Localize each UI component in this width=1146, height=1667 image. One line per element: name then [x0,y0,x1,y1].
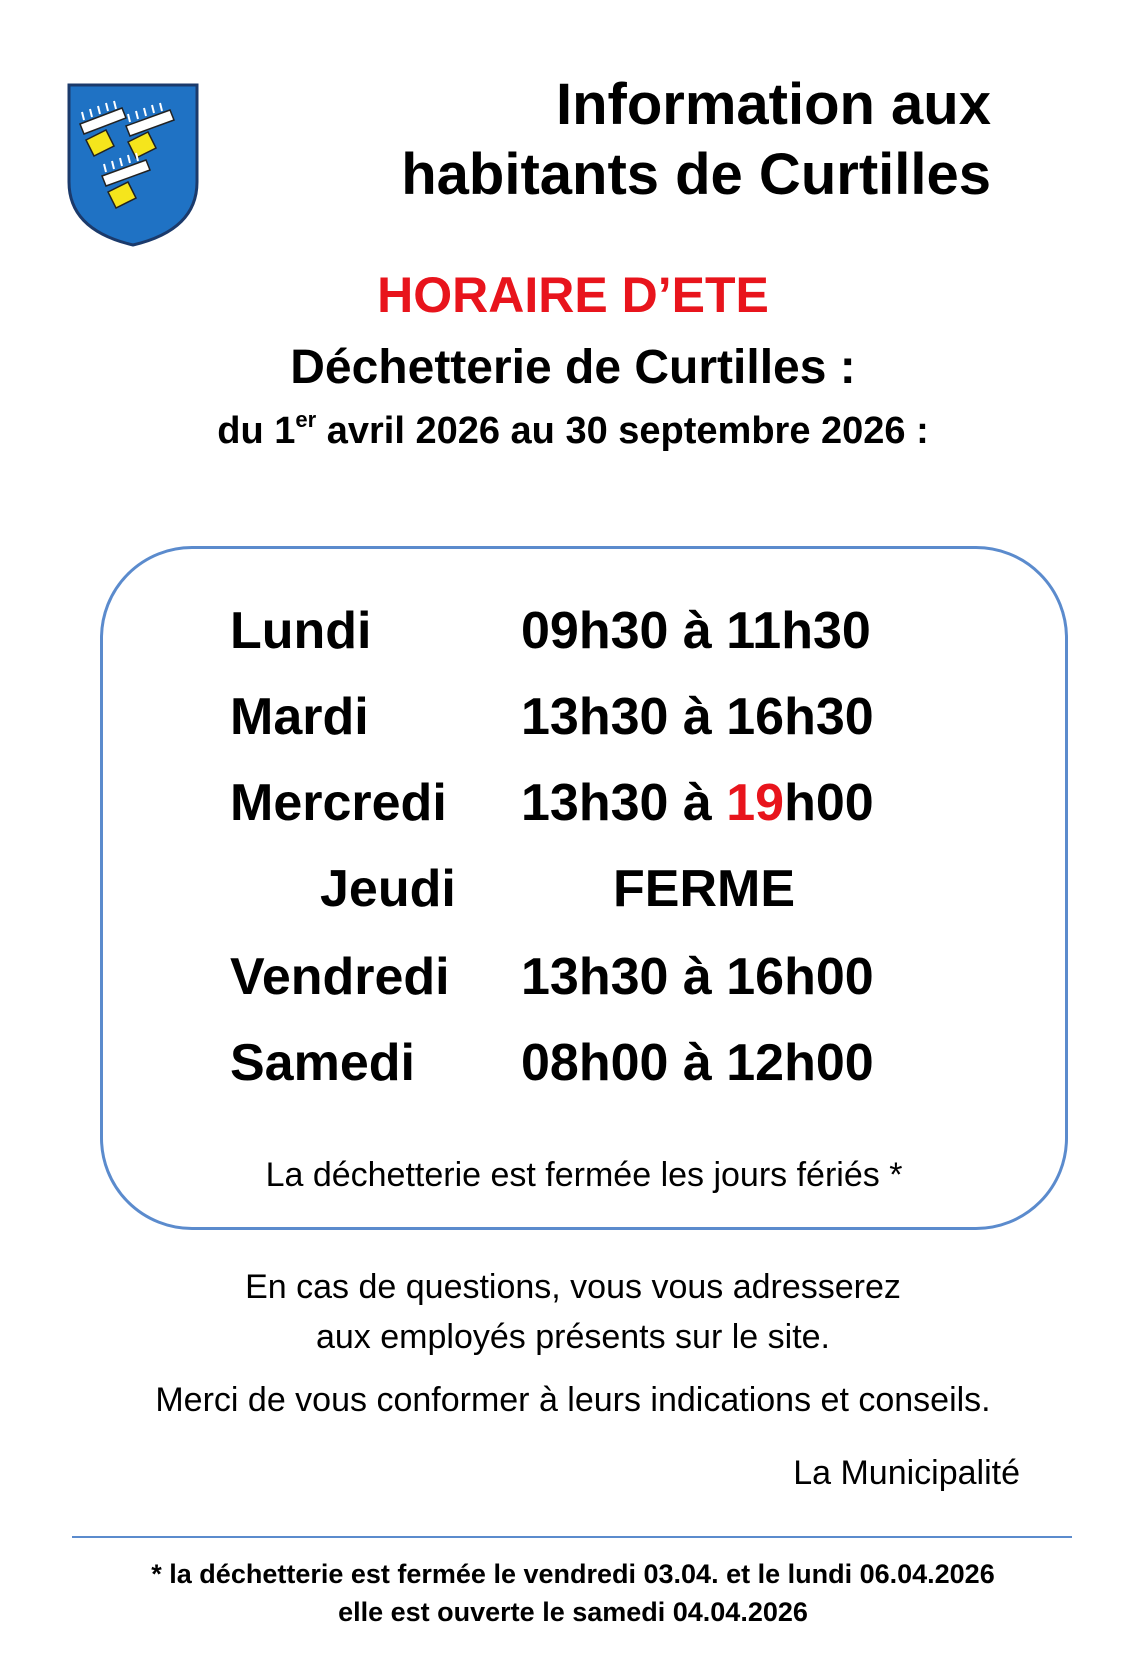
questions-text [0,1262,1146,1362]
divider [72,1536,1072,1538]
hours-value: 13h30 à 16h30 [521,688,874,746]
footnote-line-2: elle est ouverte le samedi 04.04.2026 [338,1597,808,1627]
title-line-1: Information aux [555,72,991,137]
hours-value: 09h30 à 11h30 [521,602,871,660]
footnote-line-1: * la déchetterie est fermée le vendredi 03.04. et le lundi 06.04.2026 [151,1559,995,1589]
hours-value: 08h00 à 12h00 [521,1034,874,1092]
day-label: Vendredi [230,948,450,1006]
hours-value: 13h30 à 16h00 [521,948,874,1006]
period-line [0,407,1146,453]
day-label: Lundi [230,602,372,660]
footnote [0,1555,1146,1631]
facility-title: Déchetterie de Curtilles : [290,341,856,394]
closed-label: FERME [613,860,795,918]
season-title: HORAIRE D’ETE [377,267,769,323]
questions-line-1: En cas de questions, vous vous adresserez [245,1268,901,1306]
period-superscript: er [295,407,317,432]
day-label: Mardi [230,688,369,746]
page-title [401,70,991,210]
hours-after: h00 [784,774,874,832]
title-line-2: habitants de Curtilles [401,142,991,207]
hours-before: 13h30 à [521,774,727,832]
thanks-text: Merci de vous conformer à leurs indications et conseils. [155,1381,991,1419]
questions-line-2: aux employés présents sur le site. [315,1318,831,1356]
schedule-box [100,546,1068,1230]
day-label: Mercredi [230,774,447,832]
hours-highlight: 19 [726,774,785,832]
coat-of-arms-icon [66,82,200,248]
period-suffix: avril 2026 au 30 septembre 2026 : [316,410,929,452]
signature: La Municipalité [793,1454,1020,1492]
hours-value [521,773,874,833]
period-prefix: du 1 [217,410,296,452]
holiday-note: La déchetterie est fermée les jours fériés * [265,1156,903,1194]
day-label: Jeudi [320,860,456,918]
day-label: Samedi [230,1034,415,1092]
